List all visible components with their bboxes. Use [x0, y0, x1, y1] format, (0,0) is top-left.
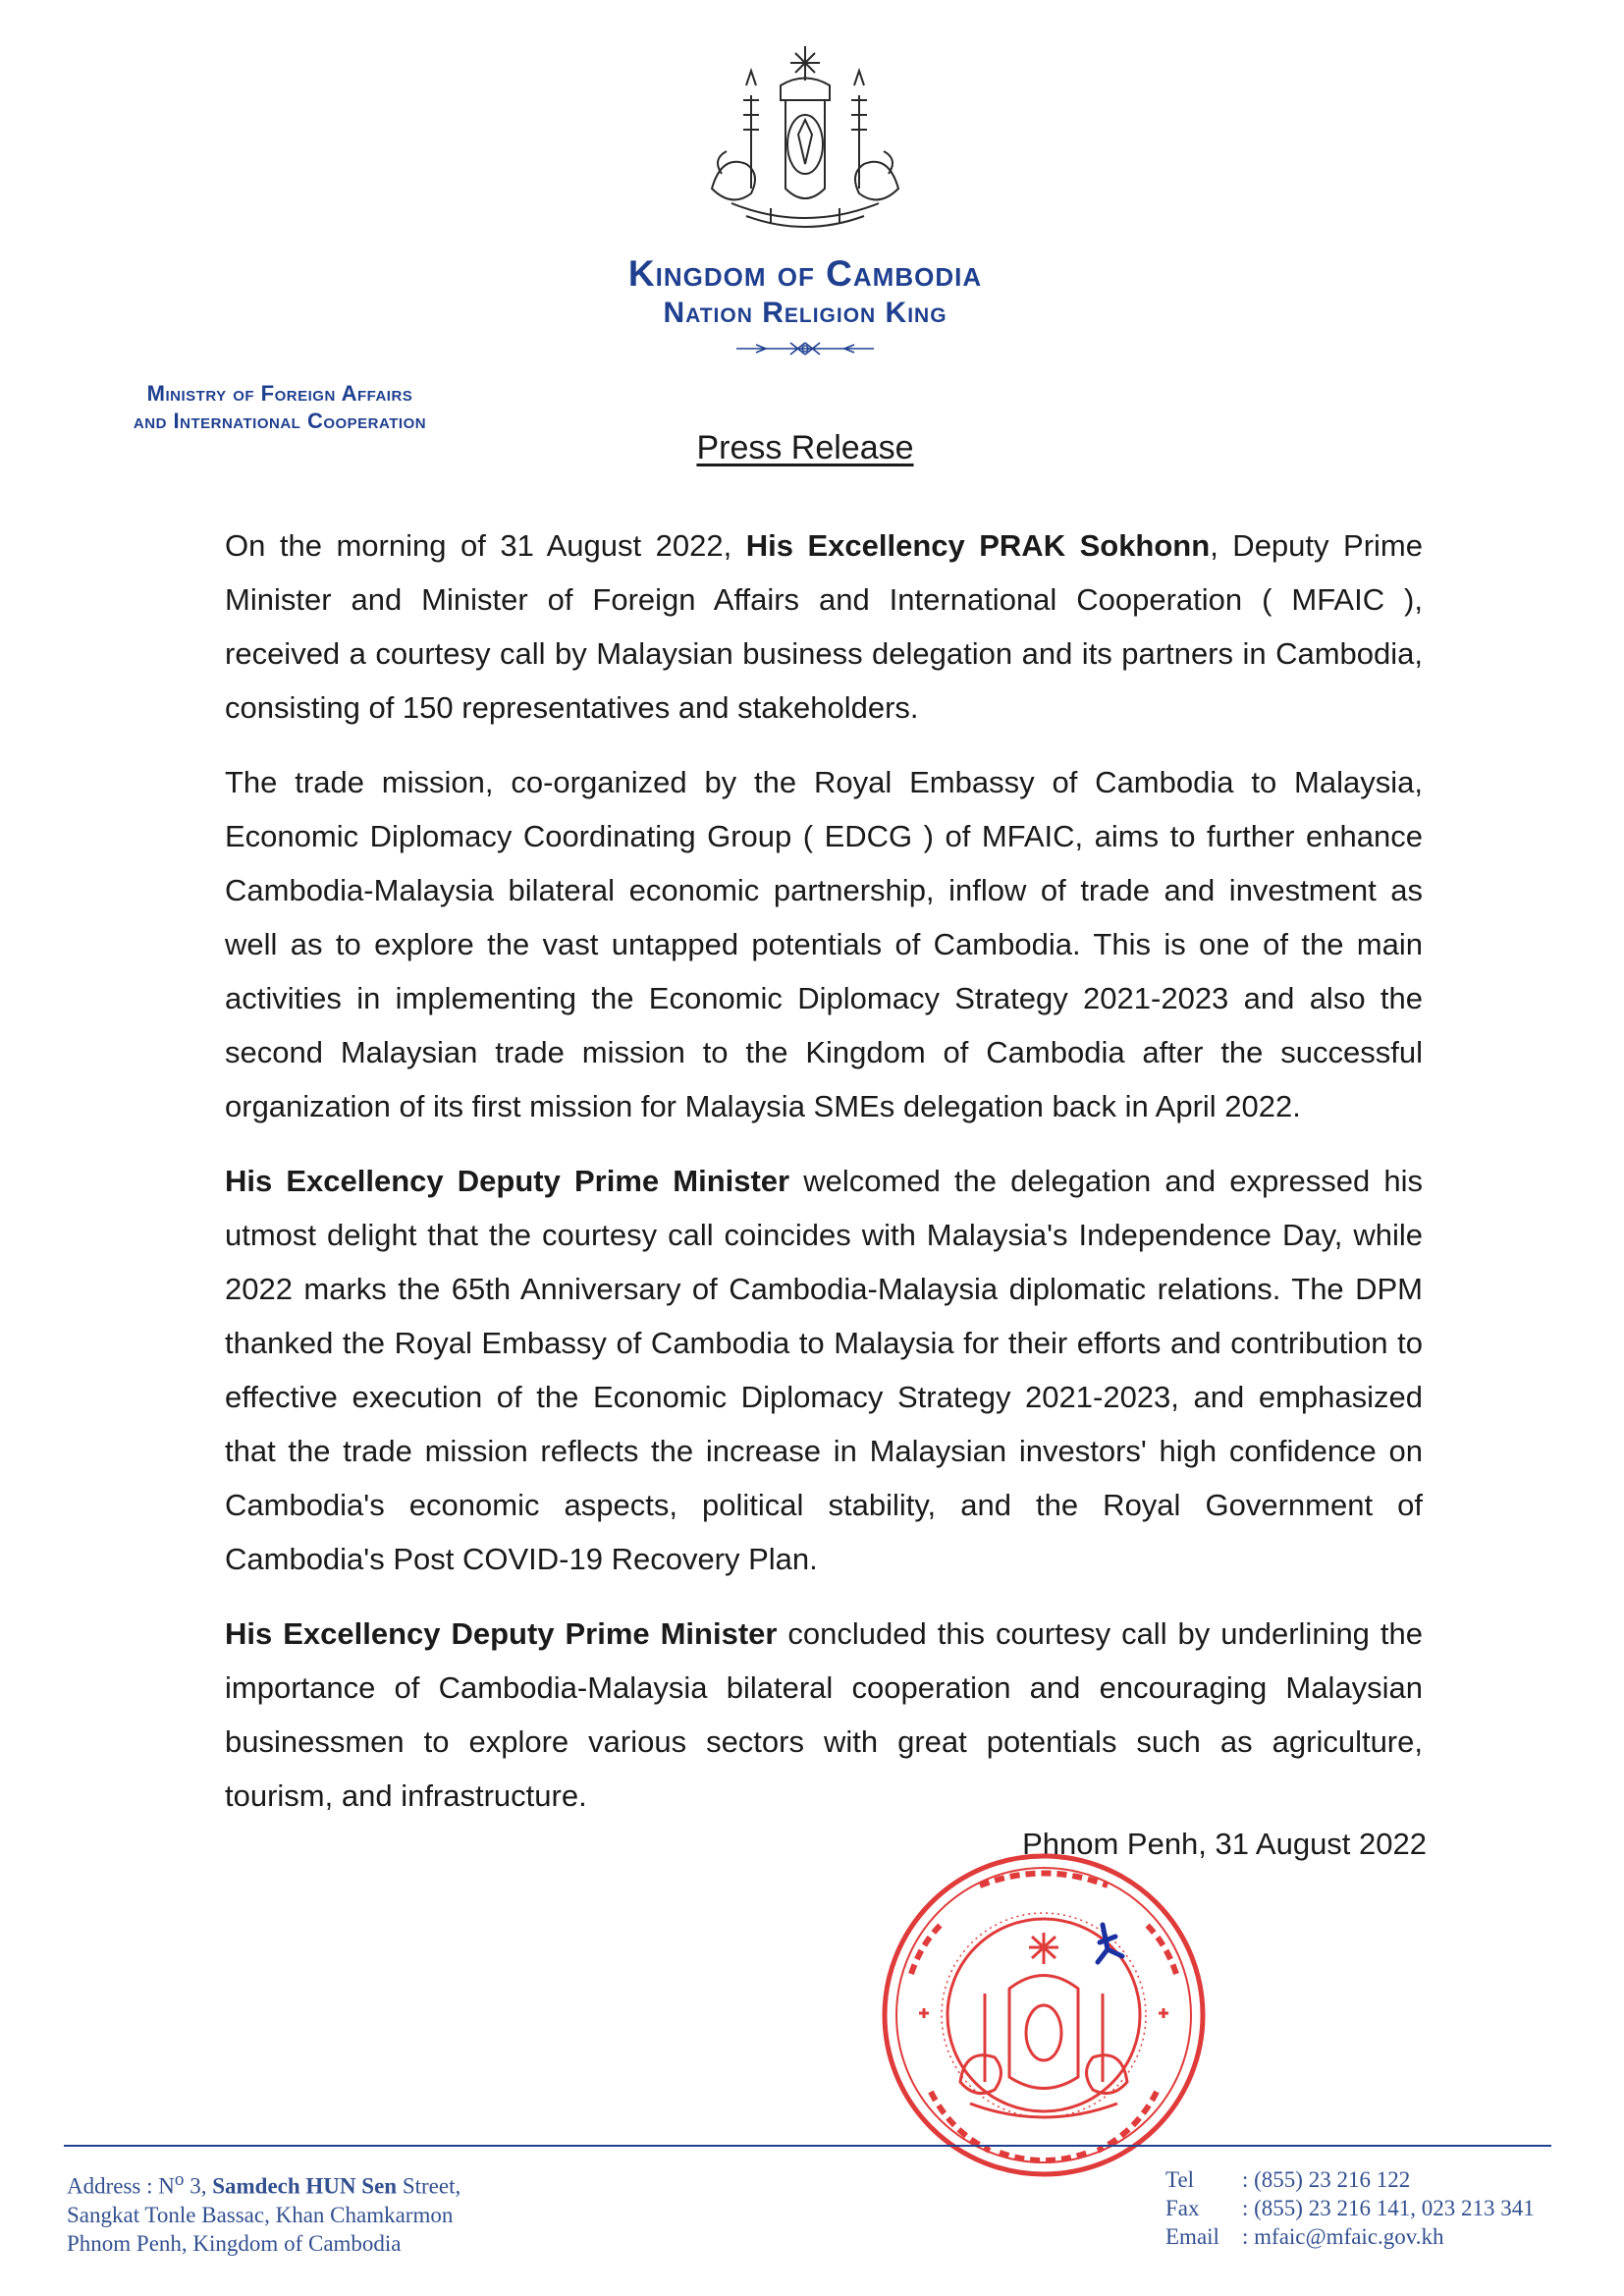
footer-contacts	[1165, 2165, 1578, 2251]
page-title: Press Release	[696, 429, 914, 466]
text-segment: welcomed the delegation and expressed his utmost delight that the courtesy call coincides with Malaysia's Independence Day, while 2022 marks the 65th Anniversary of Cambodia-Malaysia diplomatic relations. The DPM thanked the Royal Embassy of Cambodia to Malaysia for their efforts and contribution to effective execution of the Economic Diplomacy Strategy 2021-2023, and emphasized that the trade mission reflects the increase in Malaysian investors' high confidence on Cambodia's economic aspects, political stability, and the Royal Government of Cambodia's Post COVID-19 Recovery Plan.	[225, 1164, 1423, 1576]
address-label: Address : N	[67, 2173, 175, 2199]
tel-label: Tel	[1165, 2167, 1195, 2192]
text-segment: On the morning of 31 August 2022,	[225, 528, 746, 563]
royal-coat-of-arms-emblem	[692, 41, 918, 238]
number-superscript: o	[174, 2169, 185, 2190]
street-number: 3,	[184, 2173, 213, 2199]
national-motto: Nation Religion King	[663, 297, 947, 329]
paragraph	[225, 1607, 1423, 1823]
address-line-1	[67, 2165, 617, 2201]
bold-text-segment: His Excellency PRAK Sokhonn	[745, 528, 1211, 563]
address-line-2: Sangkat Tonle Bassac, Khan Chamkarmon	[67, 2202, 454, 2227]
text-segment: , Deputy Prime Minister and Minister of Foreign Affairs and International Cooperation ( MFAIC ), received a courtesy call by Malaysian business delegation and its partners in Cambodia, consisting of 150 representatives and stakeholders.	[225, 528, 1423, 725]
footer-divider	[64, 2145, 1551, 2147]
decorative-divider	[731, 339, 879, 358]
fax-row	[1165, 2194, 1578, 2222]
telephone-row	[1165, 2165, 1578, 2194]
kingdom-title: Kingdom of Cambodia	[627, 253, 983, 294]
email-label: Email	[1165, 2224, 1219, 2249]
fax-value: : (855) 23 216 141, 023 213 341	[1242, 2196, 1535, 2220]
paragraph	[225, 1154, 1423, 1586]
ministry-name-line2: and International Cooperation	[133, 409, 427, 433]
bold-text-segment: His Excellency Deputy Prime Minister	[225, 1164, 790, 1198]
press-release-body	[225, 519, 1423, 1843]
address-line-3: Phnom Penh, Kingdom of Cambodia	[67, 2230, 402, 2256]
street-suffix: Street,	[397, 2173, 461, 2199]
email-link[interactable]: : mfaic@mfaic.gov.kh	[1242, 2224, 1444, 2249]
fax-label: Fax	[1165, 2196, 1200, 2220]
footer-address	[67, 2165, 617, 2258]
street-name: Samdech HUN Sen	[212, 2173, 398, 2199]
text-segment: The trade mission, co-organized by the Royal Embassy of Cambodia to Malaysia, Economic Diplomacy Coordinating Group ( EDCG ) of MFAIC, aims to further enhance Cambodia-Malaysia bilateral economic partnership, inflow of trade and investment as well as to explore the vast untapped potentials of Cambodia. This is one of the main activities in implementing the Economic Diplomacy Strategy 2021-2023 and also the second Malaysian trade mission to the Kingdom of Cambodia after the successful organization of its first mission for Malaysia SMEs delegation back in April 2022.	[225, 765, 1423, 1123]
dateline: Phnom Penh, 31 August 2022	[1022, 1827, 1427, 1861]
ministry-name-line1: Ministry of Foreign Affairs	[146, 381, 413, 406]
paragraph	[225, 519, 1423, 735]
bold-text-segment: His Excellency Deputy Prime Minister	[225, 1616, 778, 1651]
text-segment: concluded this courtesy call by underlining the importance of Cambodia-Malaysia bilateral cooperation and encouraging Malaysian businessmen to explore various sectors with great potentials such as agriculture, tourism, and infrastructure.	[225, 1616, 1423, 1813]
tel-value: : (855) 23 216 122	[1242, 2167, 1411, 2192]
paragraph	[225, 755, 1423, 1133]
email-row	[1165, 2222, 1578, 2251]
official-seal-stamp	[872, 1846, 1216, 2185]
